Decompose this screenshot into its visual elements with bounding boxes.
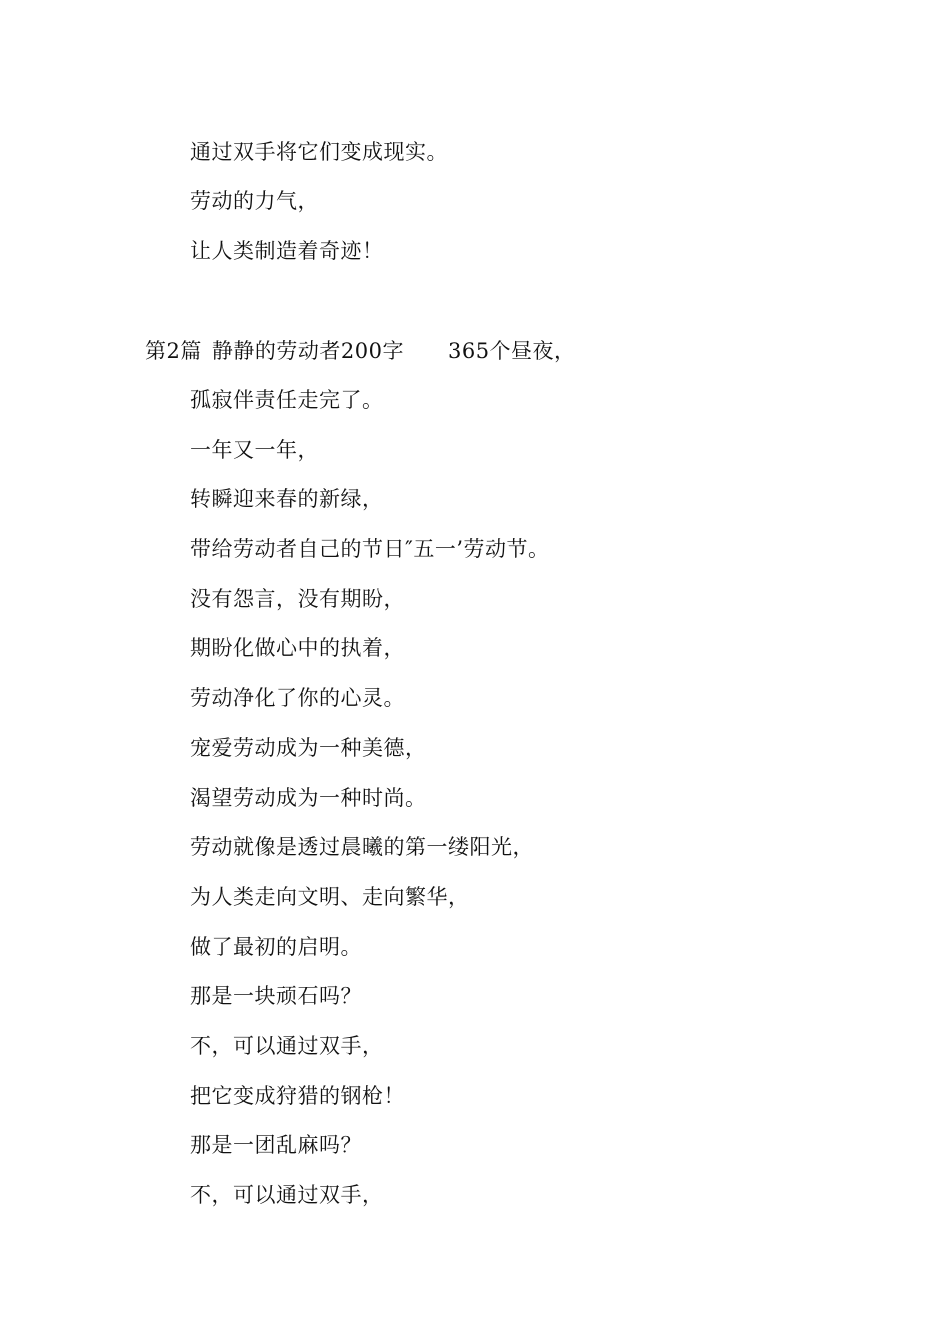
section-title: 静静的劳动者200字 — [211, 339, 404, 363]
section-heading — [145, 337, 576, 365]
text-line: 不，可以通过双手， — [190, 1183, 384, 1207]
text-line: 为人类走向文明、走向繁华， — [190, 885, 470, 909]
section-first-line: 365个昼夜， — [447, 339, 576, 363]
text-line: 孤寂伴责任走完了。 — [190, 388, 384, 412]
text-line: 渴望劳动成为一种时尚。 — [190, 786, 427, 810]
text-line: 没有怨言，没有期盼， — [190, 587, 405, 611]
text-line: 劳动的力气， — [190, 189, 319, 213]
text-line: 转瞬迎来春的新绿， — [190, 487, 384, 511]
text-line: 宠爱劳动成为一种美德， — [190, 736, 427, 760]
text-line: 通过双手将它们变成现实。 — [190, 140, 448, 164]
text-line: 劳动就像是透过晨曦的第一缕阳光， — [190, 835, 534, 859]
text-line: 期盼化做心中的执着， — [190, 636, 405, 660]
text-line: 那是一团乱麻吗？ — [190, 1133, 362, 1157]
text-line: 做了最初的启明。 — [190, 935, 362, 959]
text-line: 那是一块顽石吗？ — [190, 984, 362, 1008]
text-line: 劳动净化了你的心灵。 — [190, 686, 405, 710]
section-number: 第2篇 — [145, 339, 202, 363]
text-line: 不，可以通过双手， — [190, 1034, 384, 1058]
text-line: 让人类制造着奇迹！ — [190, 239, 384, 263]
text-line: 把它变成狩猎的钢枪！ — [190, 1084, 405, 1108]
text-line: 一年又一年， — [190, 438, 319, 462]
text-line: 带给劳动者自己的节日″五一’劳动节。 — [190, 537, 550, 561]
